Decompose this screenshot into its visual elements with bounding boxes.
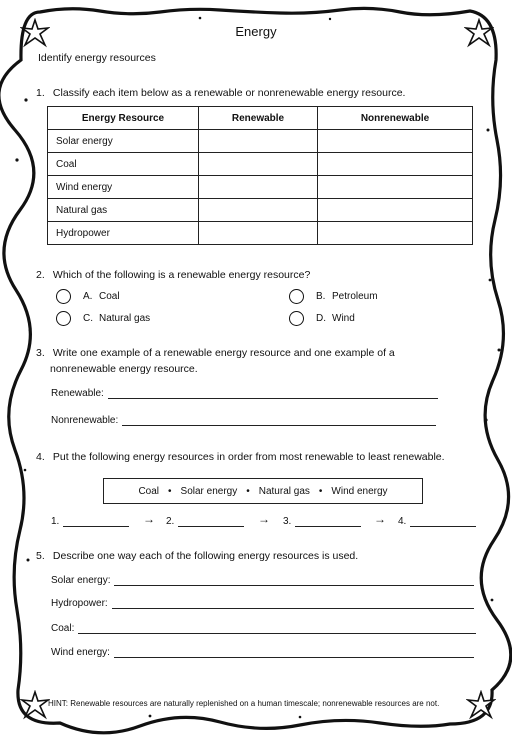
star-icon xyxy=(20,690,50,720)
renewable-answer-cell[interactable] xyxy=(199,199,318,222)
answer-label: Wind energy: xyxy=(51,647,110,658)
nonrenewable-answer xyxy=(51,414,436,426)
question-number: 4. xyxy=(36,451,45,463)
classification-table xyxy=(47,106,473,245)
word-bank-item: Natural gas xyxy=(258,485,310,497)
question-1 xyxy=(36,86,405,101)
option-letter: C. xyxy=(83,313,93,324)
question-number: 1. xyxy=(36,87,45,99)
option-c[interactable] xyxy=(56,311,150,326)
question-number: 3. xyxy=(36,347,45,359)
arrow-right-icon: → xyxy=(258,512,270,526)
question-number: 5. xyxy=(36,550,45,562)
question-5 xyxy=(36,549,358,564)
resource-cell: Natural gas xyxy=(48,199,199,222)
answer-line[interactable] xyxy=(114,646,474,658)
answer-label: Coal: xyxy=(51,623,75,634)
resource-cell: Wind energy xyxy=(48,176,199,199)
answer-line[interactable] xyxy=(410,515,476,527)
table-row xyxy=(48,176,473,199)
table-row xyxy=(48,153,473,176)
order-blank-4 xyxy=(398,515,476,527)
option-label: Petroleum xyxy=(332,291,378,302)
renewable-answer-cell[interactable] xyxy=(199,130,318,153)
option-label: Coal xyxy=(99,291,120,302)
arrow-right-icon: → xyxy=(143,512,155,526)
answer-line[interactable] xyxy=(63,515,129,527)
answer-line[interactable] xyxy=(108,387,438,399)
use-answer-coal xyxy=(51,622,476,634)
column-header: Renewable xyxy=(199,107,318,130)
answer-line[interactable] xyxy=(114,574,474,586)
bullet: • xyxy=(318,485,323,497)
question-2 xyxy=(36,268,310,283)
page-title: Energy xyxy=(235,24,277,39)
answer-label: Solar energy: xyxy=(51,575,111,586)
word-bank xyxy=(103,478,423,504)
page-subtitle: Identify energy resources xyxy=(38,52,156,64)
option-letter: D. xyxy=(316,313,326,324)
column-header: Energy Resource xyxy=(48,107,199,130)
question-text: Classify each item below as a renewable or nonrenewable energy resource. xyxy=(52,87,406,99)
resource-cell: Hydropower xyxy=(48,222,199,245)
column-header: Nonrenewable xyxy=(317,107,472,130)
question-number: 2. xyxy=(36,269,45,281)
arrow-right-icon: → xyxy=(374,512,386,526)
answer-line[interactable] xyxy=(122,414,436,426)
star-icon xyxy=(466,690,496,720)
blank-number: 2. xyxy=(166,516,175,527)
question-text: Which of the following is a renewable energy resource? xyxy=(52,269,311,281)
radio-circle-icon[interactable] xyxy=(289,311,304,326)
option-letter: B. xyxy=(316,291,326,302)
resource-cell: Coal xyxy=(48,153,199,176)
answer-label: Hydropower: xyxy=(51,598,108,609)
radio-circle-icon[interactable] xyxy=(56,311,71,326)
option-d[interactable] xyxy=(289,311,355,326)
nonrenewable-answer-cell[interactable] xyxy=(317,199,472,222)
nonrenewable-answer-cell[interactable] xyxy=(317,130,472,153)
answer-line[interactable] xyxy=(178,515,244,527)
order-blank-2 xyxy=(166,515,244,527)
use-answer-hydropower xyxy=(51,597,474,609)
renewable-answer-cell[interactable] xyxy=(199,176,318,199)
radio-circle-icon[interactable] xyxy=(56,289,71,304)
use-answer-solar xyxy=(51,574,474,586)
answer-label: Renewable: xyxy=(51,388,104,399)
nonrenewable-answer-cell[interactable] xyxy=(317,153,472,176)
option-label: Wind xyxy=(332,313,355,324)
blank-number: 1. xyxy=(51,516,60,527)
blank-number: 4. xyxy=(398,516,407,527)
bullet: • xyxy=(168,485,172,497)
question-4 xyxy=(36,450,445,465)
nonrenewable-answer-cell[interactable] xyxy=(317,176,472,199)
option-a[interactable] xyxy=(56,289,120,304)
answer-line[interactable] xyxy=(295,515,361,527)
order-blank-3 xyxy=(283,515,361,527)
renewable-answer-cell[interactable] xyxy=(199,222,318,245)
bullet: • xyxy=(246,485,250,497)
option-b[interactable] xyxy=(289,289,378,304)
answer-line[interactable] xyxy=(78,622,476,634)
question-3 xyxy=(36,346,395,361)
option-label: Natural gas xyxy=(99,313,151,324)
table-row xyxy=(48,222,473,245)
hint-text: HINT: Renewable resources are naturally replenished on a human timescale; nonrenewable resources are not. xyxy=(48,699,440,708)
question-text: Write one example of a renewable energy resource and one example of a xyxy=(52,347,395,359)
order-blank-1 xyxy=(51,515,129,527)
renewable-answer xyxy=(51,387,438,399)
word-bank-item: Wind energy xyxy=(331,485,388,497)
radio-circle-icon[interactable] xyxy=(289,289,304,304)
word-bank-item: Coal xyxy=(138,485,160,497)
resource-cell: Solar energy xyxy=(48,130,199,153)
blank-number: 3. xyxy=(283,516,292,527)
table-row xyxy=(48,130,473,153)
use-answer-wind xyxy=(51,646,474,658)
answer-line[interactable] xyxy=(112,597,474,609)
table-header-row xyxy=(48,107,473,130)
answer-label: Nonrenewable: xyxy=(51,415,119,426)
table-row xyxy=(48,199,473,222)
question-text: Put the following energy resources in order from most renewable to least renewable. xyxy=(52,451,445,463)
question-text: Describe one way each of the following energy resources is used. xyxy=(52,550,359,562)
nonrenewable-answer-cell[interactable] xyxy=(317,222,472,245)
option-letter: A. xyxy=(83,291,93,302)
word-bank-item: Solar energy xyxy=(180,485,238,497)
renewable-answer-cell[interactable] xyxy=(199,153,318,176)
question-3-line-2: nonrenewable energy resource. xyxy=(50,363,198,375)
